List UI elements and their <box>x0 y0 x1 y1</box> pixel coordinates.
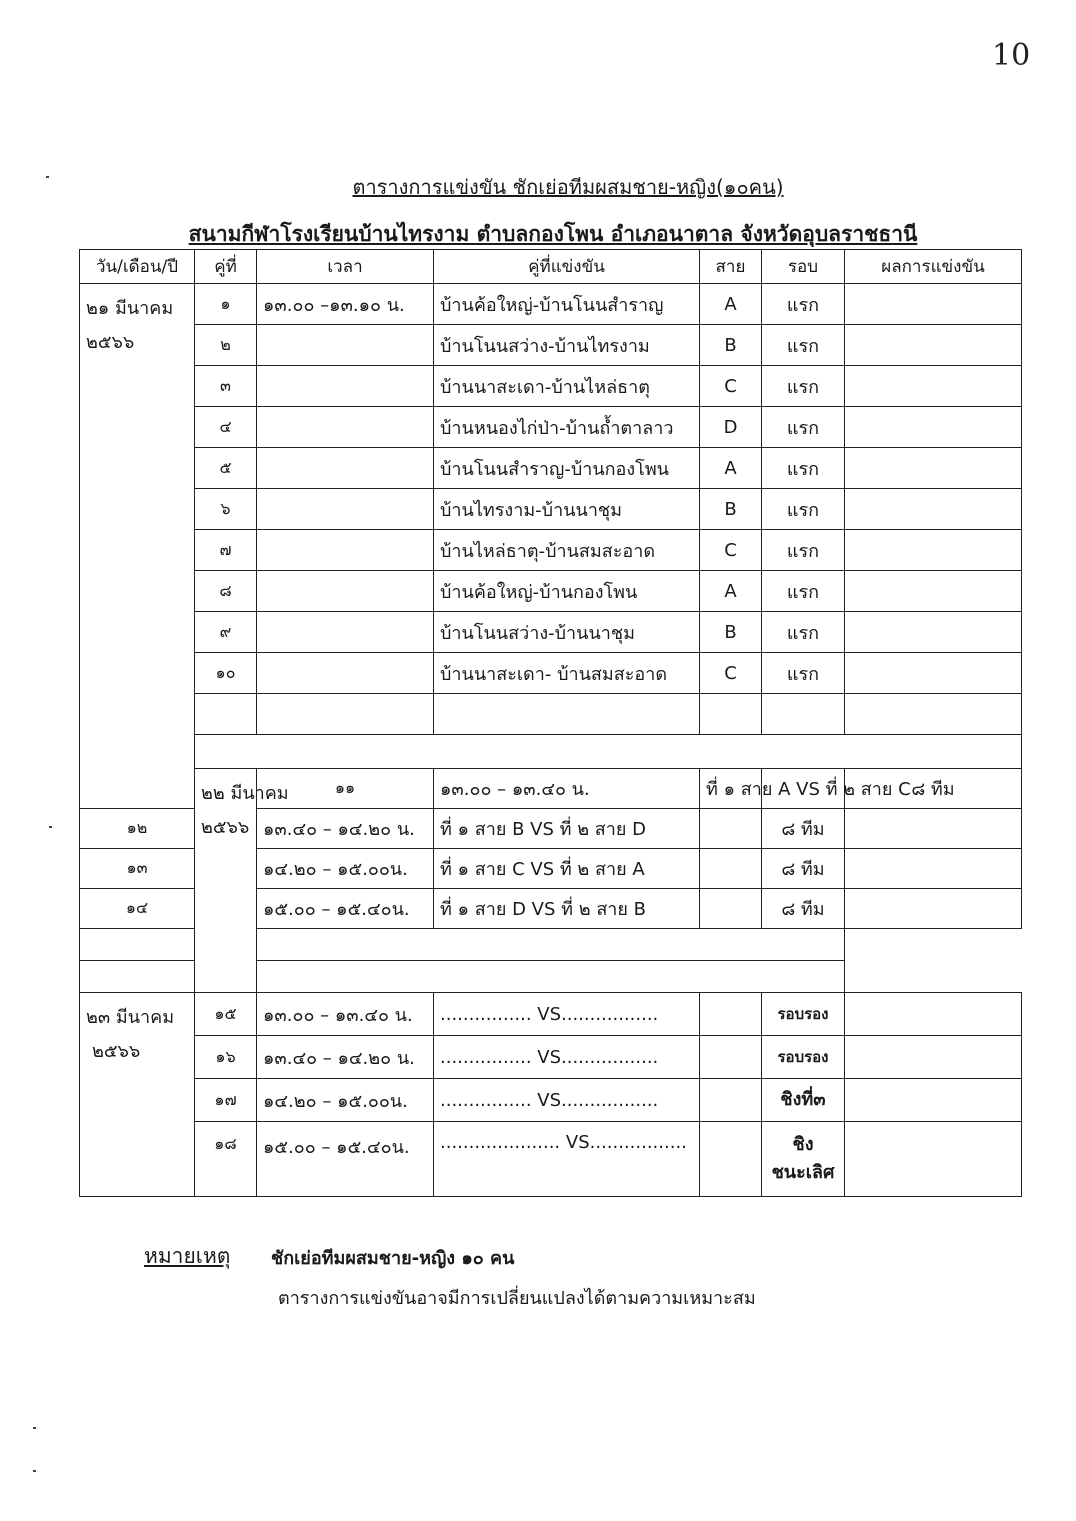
header-round: รอบ <box>762 250 845 284</box>
scan-mark <box>46 176 49 178</box>
match-teams: บ้านโนนสำราญ-บ้านกองโพน <box>434 448 700 489</box>
match-teams: บ้านไหล่ธาตุ-บ้านสมสะอาด <box>434 530 700 571</box>
match-time: ๑๓.๐๐ – ๑๓.๔๐ น. <box>257 993 434 1036</box>
match-time <box>257 489 434 530</box>
note-label: หมายเหตุ <box>144 1244 231 1268</box>
match-no: ๑๓ <box>80 849 195 889</box>
round-line-2: ชนะเลิศ <box>771 1162 835 1183</box>
match-time <box>257 366 434 407</box>
header-no: คู่ที่ <box>195 250 257 284</box>
match-no: ๑๕ <box>195 993 257 1036</box>
match-no: ๖ <box>195 489 257 530</box>
match-round: ๘ ทีม <box>845 769 1022 809</box>
match-time: ๑๕.๐๐ – ๑๕.๔๐น. <box>257 1122 434 1197</box>
table-row-spacer <box>80 961 1022 993</box>
match-round: รอบรอง <box>762 993 845 1036</box>
match-no: ๘ <box>195 571 257 612</box>
date-year: ๒๕๖๖ <box>201 817 250 838</box>
table-row-spacer <box>80 735 1022 769</box>
match-teams: ................ VS................. <box>434 1079 700 1122</box>
match-no: ๑๐ <box>195 653 257 694</box>
match-result <box>845 993 1022 1036</box>
match-result <box>845 1079 1022 1122</box>
table-row <box>80 769 1022 809</box>
match-round: ๘ ทีม <box>762 809 845 849</box>
match-round: ชิงที่๓ <box>762 1079 845 1122</box>
date-year: ๒๕๖๖ <box>86 332 135 353</box>
match-no: ๑๘ <box>195 1122 257 1197</box>
match-result <box>845 809 1022 849</box>
table-header-row <box>80 250 1022 284</box>
scan-mark <box>33 1427 36 1429</box>
date-cell <box>80 993 195 1197</box>
match-time: ๑๓.๐๐ –๑๓.๑๐ น. <box>257 284 434 325</box>
scan-mark <box>49 826 52 828</box>
match-no: ๙ <box>195 612 257 653</box>
match-group: C <box>700 530 762 571</box>
match-teams: ................ VS................. <box>434 1036 700 1079</box>
match-no: ๑๔ <box>80 889 195 929</box>
match-no: ๓ <box>195 366 257 407</box>
match-no: ๕ <box>195 448 257 489</box>
match-result <box>845 489 1022 530</box>
header-time: เวลา <box>257 250 434 284</box>
match-group <box>700 1122 762 1197</box>
match-no: ๒ <box>195 325 257 366</box>
table-row <box>80 571 1022 612</box>
match-no: ๑๗ <box>195 1079 257 1122</box>
match-result <box>845 284 1022 325</box>
match-round: แรก <box>762 284 845 325</box>
match-result <box>845 849 1022 889</box>
match-teams: บ้านนาสะเดา-บ้านไหล่ธาตุ <box>434 366 700 407</box>
page-title: ตารางการแข่งขัน ชักเย่อทีมผสมชาย-หญิง(๑๐คน) <box>352 175 784 199</box>
table-row <box>80 1036 1022 1079</box>
match-group: D <box>700 407 762 448</box>
match-round: แรก <box>762 571 845 612</box>
match-teams: บ้านไทรงาม-บ้านนาชุม <box>434 489 700 530</box>
match-no: ๑ <box>195 284 257 325</box>
match-time: ๑๕.๐๐ – ๑๕.๔๐น. <box>257 889 434 929</box>
date-day: ๒๒ มีนาคม <box>201 783 289 804</box>
note-line-2: ตารางการแข่งขันอาจมีการเปลี่ยนแปลงได้ตามความเหมาะสม <box>278 1288 756 1309</box>
match-round: ๘ ทีม <box>762 889 845 929</box>
table-row <box>80 653 1022 694</box>
round-line-1: ชิง <box>792 1134 814 1155</box>
match-time: ๑๓.๐๐ – ๑๓.๔๐ น. <box>434 769 700 809</box>
match-no: ๑๑ <box>257 769 434 809</box>
match-no: ๔ <box>195 407 257 448</box>
table-row-empty <box>80 694 1022 735</box>
match-time: ๑๔.๒๐ – ๑๕.๐๐น. <box>257 849 434 889</box>
match-result <box>845 571 1022 612</box>
match-round: ๘ ทีม <box>762 849 845 889</box>
match-group: B <box>700 612 762 653</box>
match-result <box>845 325 1022 366</box>
match-result <box>845 407 1022 448</box>
scan-mark <box>33 1470 36 1472</box>
match-round: แรก <box>762 407 845 448</box>
header-result: ผลการแข่งขัน <box>845 250 1022 284</box>
match-round: แรก <box>762 366 845 407</box>
match-group <box>700 1079 762 1122</box>
match-group <box>700 1036 762 1079</box>
table-row-spacer <box>80 929 1022 961</box>
match-round: แรก <box>762 325 845 366</box>
match-teams: บ้านหนองไก่ป่า-บ้านถ้ำตาลาว <box>434 407 700 448</box>
match-round: แรก <box>762 612 845 653</box>
match-teams: บ้านนาสะเดา- บ้านสมสะอาด <box>434 653 700 694</box>
match-time <box>257 407 434 448</box>
match-teams: ..................... VS................. <box>434 1122 700 1197</box>
table-row <box>80 1079 1022 1122</box>
date-day: ๒๓ มีนาคม <box>86 1007 175 1028</box>
match-round: รอบรอง <box>762 1036 845 1079</box>
match-group <box>700 993 762 1036</box>
match-time <box>257 571 434 612</box>
match-result <box>845 1036 1022 1079</box>
match-time: ๑๓.๔๐ – ๑๔.๒๐ น. <box>257 809 434 849</box>
table-row <box>80 284 1022 325</box>
date-cell <box>80 284 195 809</box>
table-row <box>80 366 1022 407</box>
venue-subtitle: สนามกีฬาโรงเรียนบ้านไทรงาม ตำบลกองโพน อำเภอนาตาล จังหวัดอุบลราชธานี <box>188 222 918 246</box>
match-round: แรก <box>762 530 845 571</box>
date-year: ๒๕๖๖ <box>92 1041 141 1062</box>
match-round: แรก <box>762 489 845 530</box>
match-time <box>257 653 434 694</box>
match-group <box>700 889 762 929</box>
table-row <box>80 612 1022 653</box>
match-teams: บ้านค้อใหญ่-บ้านโนนสำราญ <box>434 284 700 325</box>
match-result <box>845 366 1022 407</box>
match-result <box>845 889 1022 929</box>
match-group: B <box>700 489 762 530</box>
match-teams: บ้านค้อใหญ่-บ้านกองโพน <box>434 571 700 612</box>
match-result <box>845 1122 1022 1197</box>
match-teams: ที่ ๑ สาย A VS ที่ ๒ สาย C <box>700 769 762 809</box>
match-group: C <box>700 653 762 694</box>
match-time: ๑๔.๒๐ – ๑๕.๐๐น. <box>257 1079 434 1122</box>
match-teams: ที่ ๑ สาย D VS ที่ ๒ สาย B <box>434 889 700 929</box>
match-time <box>257 530 434 571</box>
header-match: คู่ที่แข่งขัน <box>434 250 700 284</box>
match-time <box>257 325 434 366</box>
match-round: แรก <box>762 653 845 694</box>
header-group: สาย <box>700 250 762 284</box>
page-number: 10 <box>992 38 1031 73</box>
table-row <box>80 489 1022 530</box>
match-teams: ................ VS................. <box>434 993 700 1036</box>
match-result <box>845 530 1022 571</box>
match-result <box>845 653 1022 694</box>
match-group: A <box>700 448 762 489</box>
match-group: B <box>700 325 762 366</box>
match-time <box>257 612 434 653</box>
match-group <box>700 809 762 849</box>
match-group: A <box>700 571 762 612</box>
table-row <box>80 325 1022 366</box>
header-date: วัน/เดือน/ปี <box>80 250 195 284</box>
match-round: แรก <box>762 448 845 489</box>
match-teams: ที่ ๑ สาย C VS ที่ ๒ สาย A <box>434 849 700 889</box>
schedule-table <box>79 249 1022 1197</box>
match-teams: ที่ ๑ สาย B VS ที่ ๒ สาย D <box>434 809 700 849</box>
match-time: ๑๓.๔๐ – ๑๔.๒๐ น. <box>257 1036 434 1079</box>
match-no: ๑๒ <box>80 809 195 849</box>
match-teams: บ้านโนนสว่าง-บ้านไทรงาม <box>434 325 700 366</box>
match-result <box>845 448 1022 489</box>
table-row <box>80 407 1022 448</box>
table-row <box>80 1122 1022 1197</box>
table-row <box>80 993 1022 1036</box>
match-round <box>762 1122 845 1197</box>
table-row <box>80 448 1022 489</box>
match-time <box>257 448 434 489</box>
note-line-1: ชักเย่อทีมผสมชาย-หญิง ๑๐ คน <box>271 1248 515 1269</box>
match-no: ๑๖ <box>195 1036 257 1079</box>
match-no: ๗ <box>195 530 257 571</box>
match-teams: บ้านโนนสว่าง-บ้านนาชุม <box>434 612 700 653</box>
date-day: ๒๑ มีนาคม <box>86 298 174 319</box>
table-row <box>80 530 1022 571</box>
match-result <box>845 612 1022 653</box>
match-group: A <box>700 284 762 325</box>
match-group <box>700 849 762 889</box>
match-group: C <box>700 366 762 407</box>
